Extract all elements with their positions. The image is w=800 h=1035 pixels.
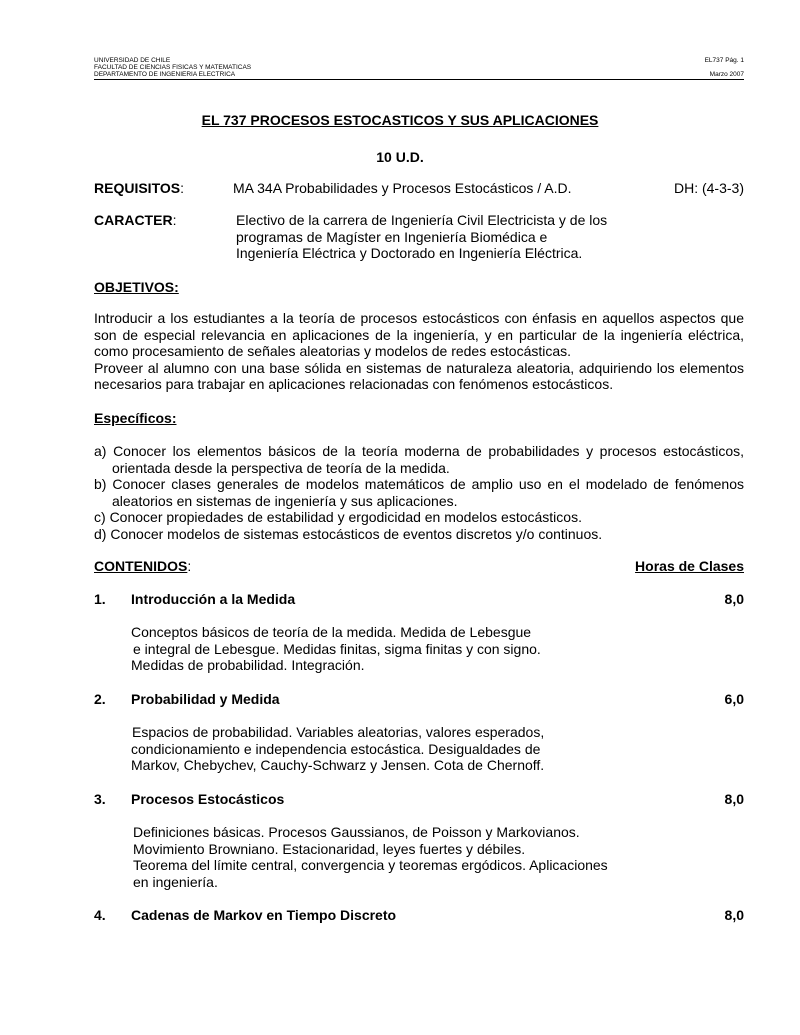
item-text: Conocer modelos de sistemas estocásticos de eventos discretos y/o continuos. [110, 525, 603, 542]
especificos-heading: Específicos: [94, 410, 177, 426]
section-number: 2. [94, 691, 106, 707]
caracter-line: Ingeniería Eléctrica y Doctorado en Ingeniería Eléctrica. [236, 245, 583, 261]
section-title: Procesos Estocásticos [131, 791, 285, 807]
header-university: UNIVERSIDAD DE CHILE [94, 57, 171, 64]
description-line: en ingeniería. [133, 873, 218, 890]
list-item [94, 476, 744, 509]
header-page-number: EL737 Pág. 1 [704, 57, 744, 64]
especificos-list [94, 443, 744, 542]
caracter-line: programas de Magíster en Ingeniería Biomédica e [236, 228, 548, 245]
section-title: Cadenas de Markov en Tiempo Discreto [131, 907, 397, 923]
section-description [131, 624, 541, 674]
section-title: Introducción a la Medida [131, 591, 296, 607]
description-line: Markov, Chebychev, Cauchy-Schwarz y Jensen. Cota de Chernoff. [131, 757, 545, 773]
header-department: DEPARTAMENTO DE INGENIERIA ELECTRICA [94, 71, 236, 78]
requisitos-value: MA 34A Probabilidades y Procesos Estocásticos / A.D. [233, 180, 572, 196]
item-letter: d) [94, 525, 107, 542]
description-line: Teorema del límite central, convergencia y teoremas ergódicos. Aplicaciones [133, 857, 608, 873]
page-header [94, 57, 744, 80]
contenidos-heading [94, 558, 191, 575]
description-line: Definiciones básicas. Procesos Gaussianos, de Poisson y Markovianos. [133, 824, 580, 840]
caracter-label [94, 212, 176, 229]
section-hours: 8,0 [724, 791, 744, 807]
list-item [94, 526, 744, 543]
section-number: 4. [94, 907, 106, 923]
description-line: Conceptos básicos de teoría de la medida. Medida de Lebesgue [131, 624, 532, 640]
header-date: Marzo 2007 [709, 71, 744, 78]
item-letter: a) [94, 443, 107, 459]
section-description [131, 724, 544, 774]
section-hours: 8,0 [724, 907, 744, 923]
objetivos-heading: OBJETIVOS: [94, 279, 179, 295]
section-number: 3. [94, 791, 106, 807]
section-hours: 6,0 [724, 691, 744, 707]
section-title: Probabilidad y Medida [131, 691, 280, 707]
section-description [133, 824, 608, 890]
colon: : [187, 558, 192, 574]
colon: : [180, 180, 184, 196]
objetivos-paragraph: Introducir a los estudiantes a la teoría de procesos estocásticos con énfasis en aquellos aspectos que son de especial relevancia en aplicaciones de la ingeniería, y en particular de la ingeniería eléctrica, como procesamiento de señales aleatorias y modelos de redes estocásticas. [94, 310, 744, 359]
section-hours: 8,0 [724, 591, 744, 607]
item-text: Conocer clases generales de modelos matemáticos de amplio uso en el modelado de fenómenos aleatorios en sistemas de ingeniería y sus aplicaciones. [112, 476, 745, 509]
item-text: Conocer propiedades de estabilidad y ergodicidad en modelos estocásticos. [109, 509, 582, 525]
caracter-line: Electivo de la carrera de Ingeniería Civil Electricista y de los [236, 212, 608, 228]
section-number: 1. [94, 591, 106, 607]
item-letter: b) [94, 476, 107, 492]
hours-heading: Horas de Clases [635, 558, 744, 574]
document-title: EL 737 PROCESOS ESTOCASTICOS Y SUS APLICACIONES [201, 112, 599, 128]
requisitos-label [94, 180, 184, 197]
description-line: condicionamiento e independencia estocástica. Desigualdades de [131, 740, 541, 757]
objetivos-paragraph: Proveer al alumno con una base sólida en sistemas de naturaleza aleatoria, adquiriendo los elementos necesarios para trabajar en aplicaciones relacionadas con fenómenos estocásticos. [94, 359, 744, 392]
description-line: e integral de Lebesgue. Medidas finitas, sigma finitas y con signo. [133, 640, 541, 657]
units: 10 U.D. [376, 149, 424, 165]
requisitos-label-text: REQUISITOS [94, 180, 181, 196]
header-faculty: FACULTAD DE CIENCIAS FISICAS Y MATEMATICAS [94, 64, 252, 71]
item-letter: c) [94, 509, 106, 525]
dh-value: DH: (4-3-3) [673, 180, 744, 196]
list-item [94, 443, 744, 476]
caracter-label-text: CARACTER [94, 212, 173, 228]
list-item [94, 509, 744, 526]
contenidos-heading-text: CONTENIDOS [94, 558, 188, 574]
caracter-value [236, 212, 607, 262]
item-text: Conocer los elementos básicos de la teoría moderna de probabilidades y procesos estocásticos, orientada desde la perspectiva de teoría de la medida. [112, 443, 745, 476]
description-line: Espacios de probabilidad. Variables aleatorias, valores esperados, [132, 724, 545, 740]
description-line: Movimiento Browniano. Estacionaridad, leyes fuertes y débiles. [133, 840, 526, 857]
objetivos-text [94, 310, 744, 393]
colon: : [172, 212, 177, 228]
description-line: Medidas de probabilidad. Integración. [131, 657, 365, 673]
